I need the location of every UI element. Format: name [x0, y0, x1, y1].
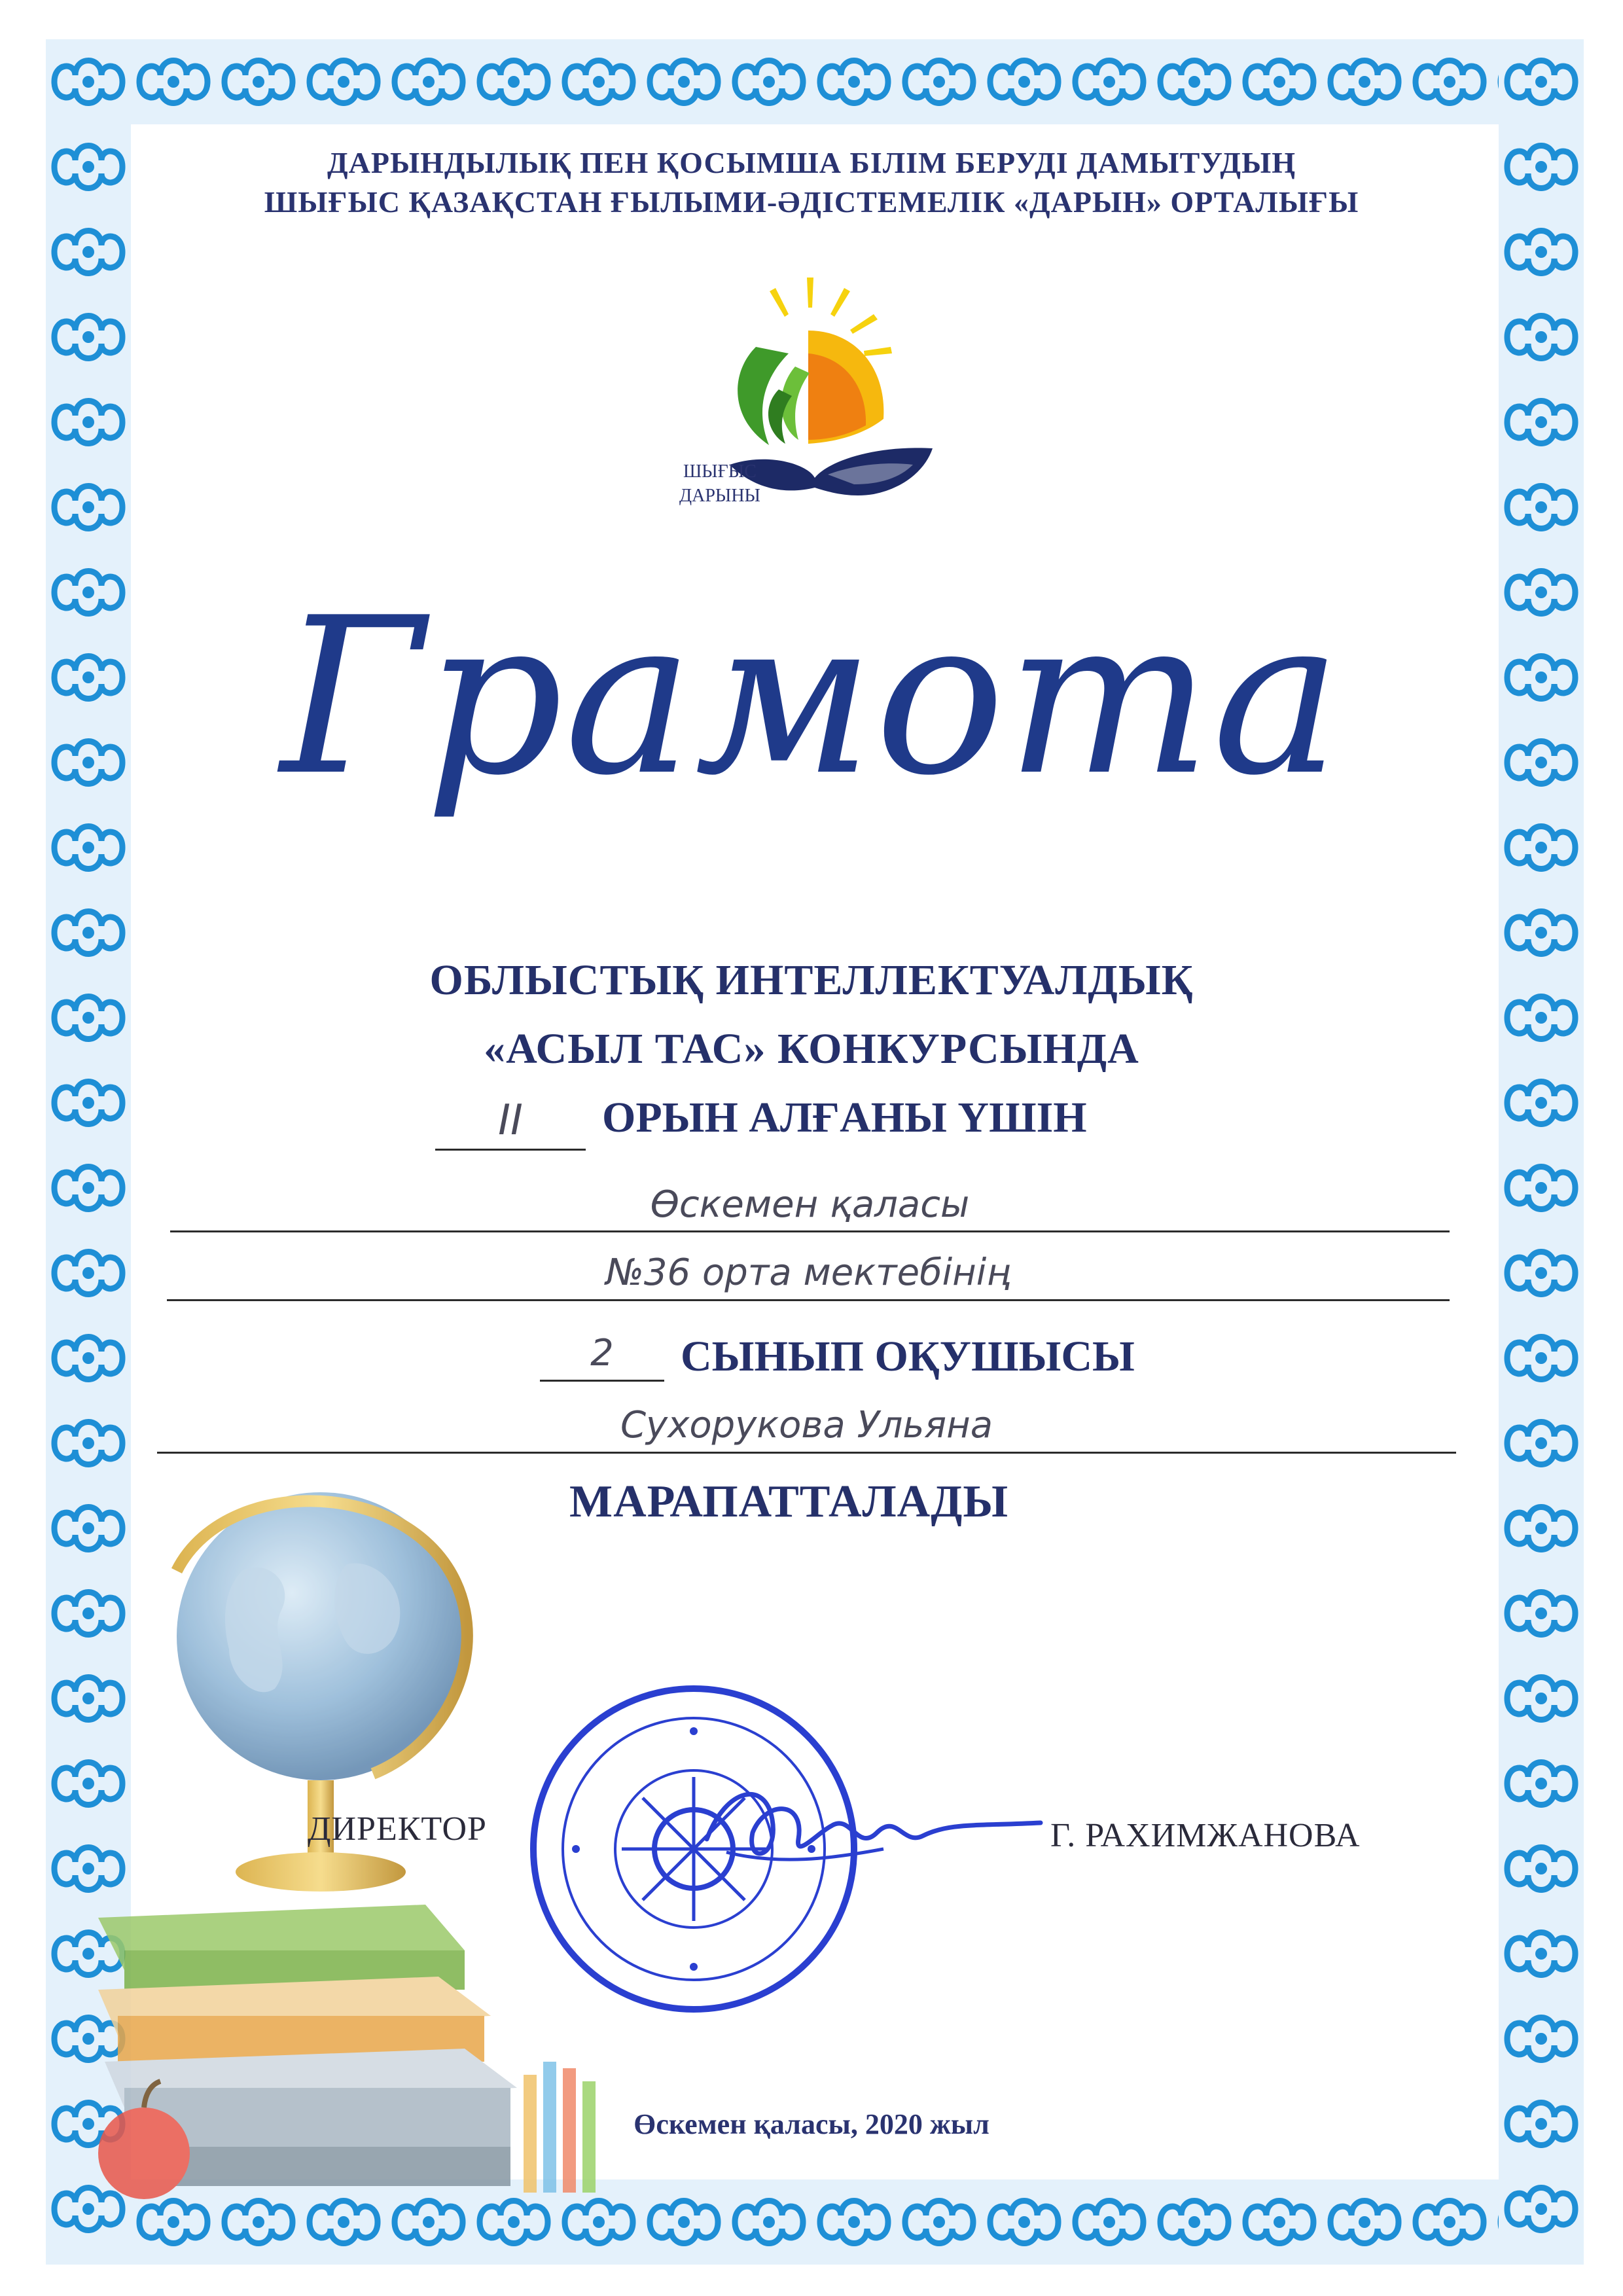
- director-name: Г. РАХИМЖАНОВА: [1050, 1817, 1361, 1854]
- handwritten-school: №36 орта мектебінің: [605, 1251, 1011, 1294]
- ornamental-border-top: [46, 39, 1584, 124]
- logo-text-line-1: ШЫҒЫС: [683, 461, 757, 482]
- grade-label: СЫНЫП ОҚУШЫСЫ: [681, 1333, 1135, 1380]
- logo-text-line-2: ДАРЫНЫ: [679, 486, 760, 506]
- city-fill-line: [170, 1230, 1450, 1232]
- name-fill-line: [157, 1452, 1456, 1454]
- awarded-text: МАРАПАТТАЛАДЫ: [569, 1477, 1009, 1527]
- footer-city-year: Өскемен қаласы, 2020 жыл: [633, 2108, 990, 2140]
- border-ornament-icon: [1499, 39, 1584, 2265]
- certificate-title: Грамота: [280, 571, 1343, 823]
- ornamental-border-right: [1499, 39, 1584, 2265]
- handwritten-grade: 2: [590, 1332, 614, 1374]
- handwritten-place: II: [498, 1096, 523, 1145]
- border-ornament-icon: [46, 39, 1584, 124]
- school-fill-line: [167, 1299, 1450, 1301]
- contest-line-2: «АСЫЛ ТАС» КОНКУРСЫНДА: [484, 1025, 1139, 1073]
- contest-line-1: ОБЛЫСТЫҚ ИНТЕЛЛЕКТУАЛДЫҚ: [429, 956, 1194, 1004]
- organization-name-line-2: ШЫҒЫС ҚАЗАҚСТАН ҒЫЛЫМИ-ӘДІСТЕМЕЛІК «ДАРЫН» ОРТАЛЫҒЫ: [264, 185, 1359, 219]
- organization-name-line-1: ДАРЫНДЫЛЫҚ ПЕН ҚОСЫМША БІЛІМ БЕРУДІ ДАМЫТУДЫҢ: [327, 146, 1296, 179]
- director-label: ДИРЕКТОР: [308, 1810, 487, 1848]
- handwritten-student-name: Сухорукова Ульяна: [620, 1404, 993, 1446]
- handwritten-city: Өскемен қаласы: [650, 1183, 970, 1226]
- grade-fill-line: [540, 1380, 664, 1382]
- place-label: ОРЫН АЛҒАНЫ ҮШІН: [602, 1094, 1087, 1141]
- place-fill-line: [435, 1149, 586, 1151]
- director-signature-icon: [687, 1761, 1054, 1892]
